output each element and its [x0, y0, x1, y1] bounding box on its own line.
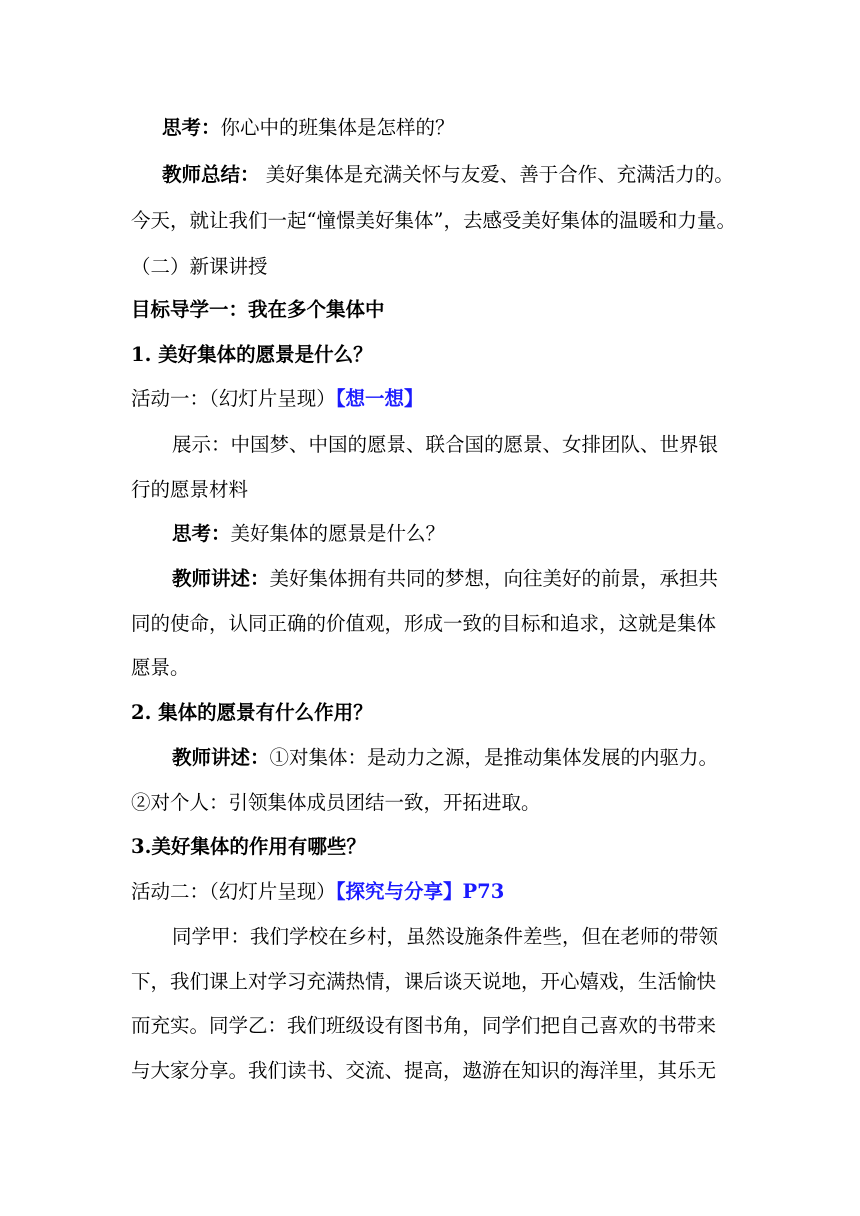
activity-2-tag: 【探究与分享】P73	[335, 880, 505, 903]
activity-2-prefix: 活动二：（幻灯片呈现）	[131, 880, 336, 903]
goal-heading: 目标导学一：我在多个集体中	[131, 298, 385, 321]
show-line2: 行的愿景材料	[131, 478, 249, 501]
story-line1: 同学甲：我们学校在乡村，虽然设施条件差些，但在老师的带领	[172, 925, 719, 948]
activity-1-tag: 【想一想】	[335, 387, 424, 410]
teacher-summary-line2: 今天，就让我们一起“憧憬美好集体”，去感受美好集体的温暖和力量。	[131, 209, 736, 232]
teacher-summary-text: 美好集体是充满关怀与友爱、善于合作、充满活力的。	[259, 163, 734, 186]
story-line2: 下，我们课上对学习充满热情，课后谈天说地，开心嬉戏，生活愉快	[131, 970, 717, 993]
question-3: 3.美好集体的作用有哪些？	[131, 835, 366, 858]
think-text: 你心中的班集体是怎样的？	[220, 116, 455, 139]
lecture-2-line1	[172, 745, 718, 771]
teacher-summary-label: 教师总结：	[162, 163, 260, 186]
story-line4: 与大家分享。我们读书、交流、提高，遨游在知识的海洋里，其乐无	[131, 1059, 717, 1082]
question-2: 2. 集体的愿景有什么作用？	[131, 701, 373, 724]
think-label: 思考：	[162, 116, 221, 139]
teacher-summary-line1	[162, 162, 734, 188]
story-line3: 而充实。同学乙：我们班级设有图书角，同学们把自己喜欢的书带来	[131, 1014, 717, 1037]
lecture-1-line2: 同的使命，认同正确的价值观，形成一致的目标和追求，这就是集体	[131, 612, 717, 635]
lecture-2-label: 教师讲述：	[172, 746, 270, 769]
think-2	[172, 521, 445, 547]
activity-1-prefix: 活动一：（幻灯片呈现）	[131, 387, 336, 410]
question-1: 1. 美好集体的愿景是什么？	[131, 343, 373, 366]
think-2-label: 思考：	[172, 522, 231, 545]
lecture-2-line2: ②对个人：引领集体成员团结一致，开拓进取。	[131, 791, 541, 814]
lecture-1-label: 教师讲述：	[172, 567, 270, 590]
show-line1: 展示：中国梦、中国的愿景、联合国的愿景、女排团队、世界银	[172, 433, 719, 456]
activity-2	[131, 879, 504, 905]
think-paragraph	[162, 115, 455, 141]
lecture-1-line3: 愿景。	[131, 656, 190, 679]
section-heading: （二）新课讲授	[131, 255, 268, 278]
activity-1	[131, 386, 424, 412]
think-2-text: 美好集体的愿景是什么？	[230, 522, 446, 545]
lecture-1-text: 美好集体拥有共同的梦想，向往美好的前景，承担共	[269, 567, 719, 590]
lecture-1-line1	[172, 566, 718, 592]
lecture-2-text: ①对集体：是动力之源，是推动集体发展的内驱力。	[269, 746, 719, 769]
